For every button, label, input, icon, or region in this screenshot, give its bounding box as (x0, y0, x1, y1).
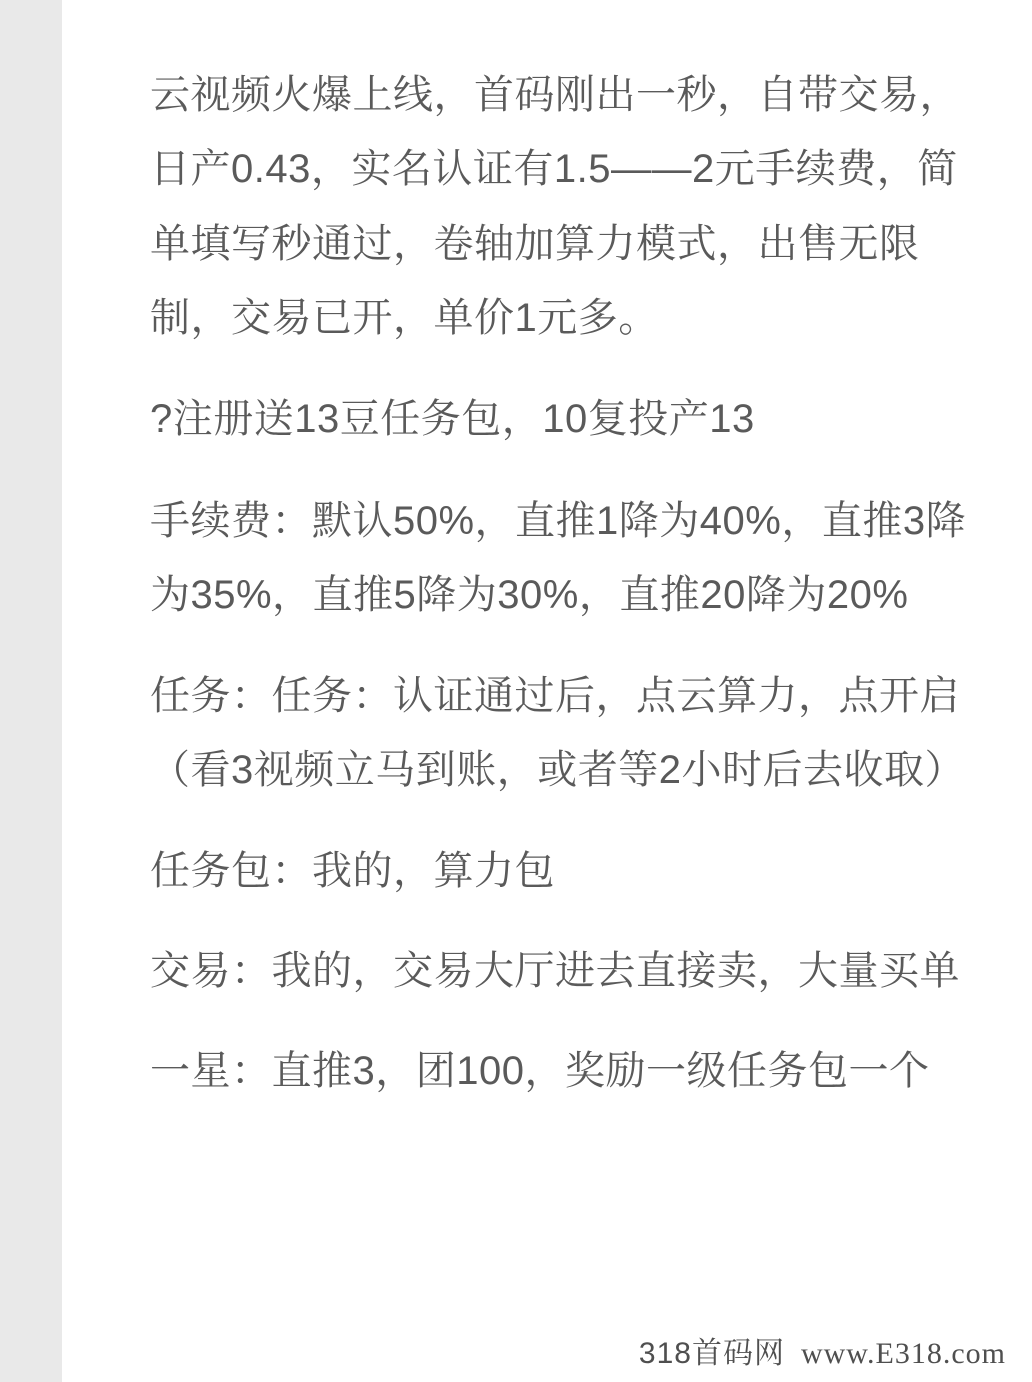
paragraph-tasks: 任务：任务：认证通过后，点云算力，点开启（看3视频立马到账，或者等2小时后去收取） (150, 673, 965, 793)
watermark-site-url: www.E318.com (800, 1337, 1006, 1370)
watermark-site-name-cn: 318首码网 (638, 1337, 785, 1370)
paragraph-trading: 交易：我的，交易大厅进去直接卖，大量买单 (150, 948, 960, 993)
site-watermark (639, 1328, 1006, 1372)
paragraph-intro: 云视频火爆上线，首码刚出一秒，自带交易，日产0.43，实名认证有1.5——2元手续费，简单填写秒通过，卷轴加算力模式，出售无限制，交易已开，单价1元多。 (150, 73, 960, 341)
paragraph-task-package: 任务包：我的，算力包 (150, 848, 555, 893)
paragraph-fees: 手续费：默认50%，直推1降为40%，直推3降为35%，直推5降为30%，直推20降为20% (150, 498, 967, 618)
document-sheet (62, 0, 1032, 1382)
paragraph-one-star: 一星：直推3，团100，奖励一级任务包一个 (150, 1049, 930, 1094)
paragraph-signup-bonus: ?注册送13豆任务包，10复投产13 (150, 396, 755, 441)
document-body (150, 58, 980, 1135)
